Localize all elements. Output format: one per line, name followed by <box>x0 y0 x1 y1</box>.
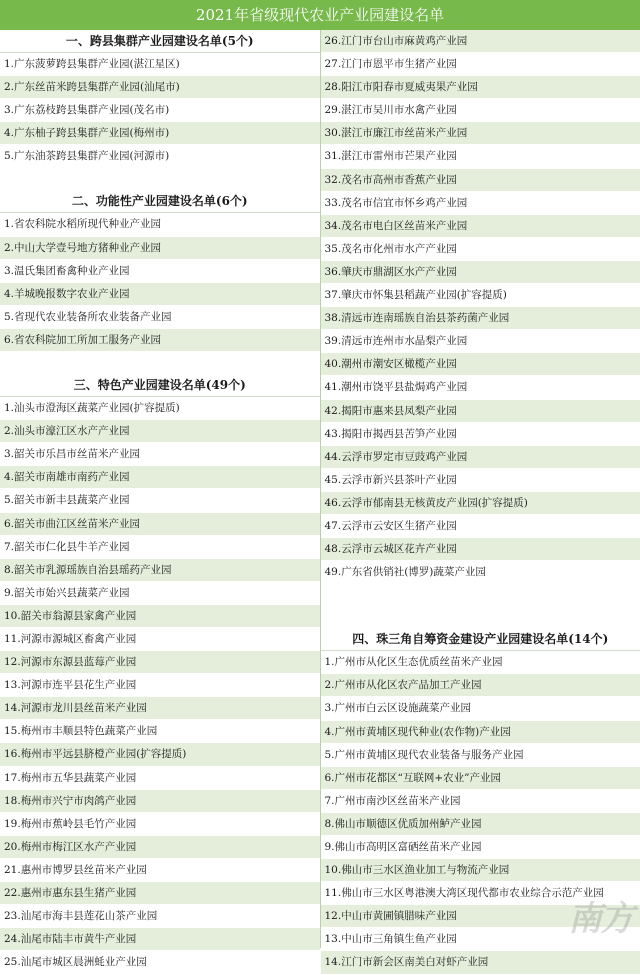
section-heading-3: 三、特色产业园建设名单(49个) <box>0 374 320 397</box>
list-item: 39.清远市连州市水晶梨产业园 <box>321 330 640 353</box>
list-item: 2.广州市从化区农产品加工产业园 <box>321 674 640 697</box>
list-item: 8.佛山市顺德区优质加州鲈产业园 <box>321 813 640 836</box>
list-item: 9.韶关市始兴县蔬菜产业园 <box>0 582 320 605</box>
list-item: 3.韶关市乐昌市丝苗米产业园 <box>0 443 320 466</box>
list-item: 24.汕尾市陆丰市黄牛产业园 <box>0 928 320 951</box>
list-item: 5.省现代农业装备所农业装备产业园 <box>0 306 320 329</box>
list-item: 6.广州市花都区“互联网+农业”产业园 <box>321 767 640 790</box>
list-item: 44.云浮市罗定市豆豉鸡产业园 <box>321 446 640 469</box>
list-item: 20.梅州市梅江区水产产业园 <box>0 836 320 859</box>
list-item: 5.韶关市新丰县蔬菜产业园 <box>0 489 320 512</box>
list-item: 13.中山市三角镇生鱼产业园 <box>321 928 640 951</box>
list-item: 21.惠州市博罗县丝苗米产业园 <box>0 859 320 882</box>
list-item: 12.中山市黄圃镇腊味产业园 <box>321 905 640 928</box>
list-item: 36.肇庆市鼎湖区水产产业园 <box>321 261 640 284</box>
list-item: 33.茂名市信宜市怀乡鸡产业园 <box>321 192 640 215</box>
list-item: 11.佛山市三水区粤港澳大湾区现代都市农业综合示范产业园 <box>321 882 640 905</box>
list-item: 2.汕头市濠江区水产产业园 <box>0 420 320 443</box>
list-item: 4.广东柚子跨县集群产业园(梅州市) <box>0 122 320 145</box>
list-item: 10.韶关市翁源县家禽产业园 <box>0 605 320 628</box>
list-item: 9.佛山市高明区富硒丝苗米产业园 <box>321 836 640 859</box>
list-item: 14.河源市龙川县丝苗米产业园 <box>0 697 320 720</box>
list-item: 3.温氏集团畜禽种业产业园 <box>0 260 320 283</box>
left-column <box>0 30 321 948</box>
list-item: 1.广东菠萝跨县集群产业园(湛江星区) <box>0 53 320 76</box>
list-item: 3.广东荔枝跨县集群产业园(茂名市) <box>0 99 320 122</box>
list-item: 47.云浮市云安区生猪产业园 <box>321 515 640 538</box>
list-item: 29.湛江市吴川市水禽产业园 <box>321 99 640 122</box>
page-title: 2021年省级现代农业产业园建设名单 <box>0 0 640 30</box>
list-item: 4.羊城晚报数字农业产业园 <box>0 283 320 306</box>
list-item: 5.广东油茶跨县集群产业园(河源市) <box>0 145 320 168</box>
list-item: 8.韶关市乳源瑶族自治县瑶药产业园 <box>0 559 320 582</box>
list-item: 43.揭阳市揭西县苦笋产业园 <box>321 423 640 446</box>
section-3-list-right <box>321 30 640 584</box>
list-item: 14.江门市新会区南美白对虾产业园 <box>321 951 640 974</box>
list-item: 2.中山大学壹号地方猪种业产业园 <box>0 237 320 260</box>
watermark-logo: 南方 <box>568 891 632 940</box>
list-item: 6.韶关市曲江区丝苗米产业园 <box>0 513 320 536</box>
list-item: 49.广东省供销社(博罗)蔬菜产业园 <box>321 561 640 584</box>
list-item: 15.梅州市丰顺县特色蔬菜产业园 <box>0 720 320 743</box>
list-item: 5.广州市黄埔区现代农业装备与服务产业园 <box>321 744 640 767</box>
list-item: 37.肇庆市怀集县稻蔬产业园(扩容提质) <box>321 284 640 307</box>
list-item: 18.梅州市兴宁市肉鸽产业园 <box>0 790 320 813</box>
list-item: 10.佛山市三水区渔业加工与物流产业园 <box>321 859 640 882</box>
list-item: 42.揭阳市惠来县凤梨产业园 <box>321 400 640 423</box>
section-heading-1: 一、跨县集群产业园建设名单(5个) <box>0 30 320 53</box>
section-2-list <box>0 213 320 352</box>
list-item: 32.茂名市高州市香蕉产业园 <box>321 169 640 192</box>
list-item: 4.广州市黄埔区现代种业(农作物)产业园 <box>321 721 640 744</box>
section-heading-4: 四、珠三角自筹资金建设产业园建设名单(14个) <box>321 628 640 651</box>
list-item: 7.韶关市仁化县牛羊产业园 <box>0 536 320 559</box>
list-item: 16.梅州市平远县脐橙产业园(扩容提质) <box>0 743 320 766</box>
list-item: 1.省农科院水稻所现代种业产业园 <box>0 213 320 236</box>
list-item: 31.湛江市雷州市芒果产业园 <box>321 145 640 168</box>
section-1-list <box>0 53 320 168</box>
list-item: 45.云浮市新兴县茶叶产业园 <box>321 469 640 492</box>
list-item: 27.江门市恩平市生猪产业园 <box>321 53 640 76</box>
list-item: 22.惠州市惠东县生猪产业园 <box>0 882 320 905</box>
list-item: 25.汕尾市城区晨洲蚝业产业园 <box>0 951 320 974</box>
list-item: 13.河源市连平县花生产业园 <box>0 674 320 697</box>
right-column <box>321 30 640 948</box>
list-item: 1.广州市从化区生态优质丝苗米产业园 <box>321 651 640 674</box>
list-item: 28.阳江市阳春市夏威夷果产业园 <box>321 76 640 99</box>
section-heading-2: 二、功能性产业园建设名单(6个) <box>0 190 320 213</box>
section-3-list-left <box>0 397 320 974</box>
list-item: 7.广州市南沙区丝苗米产业园 <box>321 790 640 813</box>
list-table <box>0 30 640 948</box>
list-item: 23.汕尾市海丰县莲花山茶产业园 <box>0 905 320 928</box>
list-item: 4.韶关市南雄市南药产业园 <box>0 466 320 489</box>
list-item: 26.江门市台山市麻黄鸡产业园 <box>321 30 640 53</box>
list-item: 46.云浮市郁南县无核黄皮产业园(扩容提质) <box>321 492 640 515</box>
list-item: 1.汕头市澄海区蔬菜产业园(扩容提质) <box>0 397 320 420</box>
list-item: 38.清远市连南瑶族自治县茶药菌产业园 <box>321 307 640 330</box>
list-item: 2.广东丝苗米跨县集群产业园(汕尾市) <box>0 76 320 99</box>
list-item: 41.潮州市饶平县盐焗鸡产业园 <box>321 376 640 399</box>
list-item: 40.潮州市潮安区橄榄产业园 <box>321 353 640 376</box>
list-item: 34.茂名市电白区丝苗米产业园 <box>321 215 640 238</box>
list-item: 11.河源市源城区畜禽产业园 <box>0 628 320 651</box>
list-item: 17.梅州市五华县蔬菜产业园 <box>0 767 320 790</box>
list-item: 30.湛江市廉江市丝苗米产业园 <box>321 122 640 145</box>
list-item: 3.广州市白云区设施蔬菜产业园 <box>321 697 640 720</box>
list-item: 35.茂名市化州市水产产业园 <box>321 238 640 261</box>
list-item: 6.省农科院加工所加工服务产业园 <box>0 329 320 352</box>
list-item: 19.梅州市蕉岭县毛竹产业园 <box>0 813 320 836</box>
list-item: 12.河源市东源县蓝莓产业园 <box>0 651 320 674</box>
list-item: 48.云浮市云城区花卉产业园 <box>321 538 640 561</box>
